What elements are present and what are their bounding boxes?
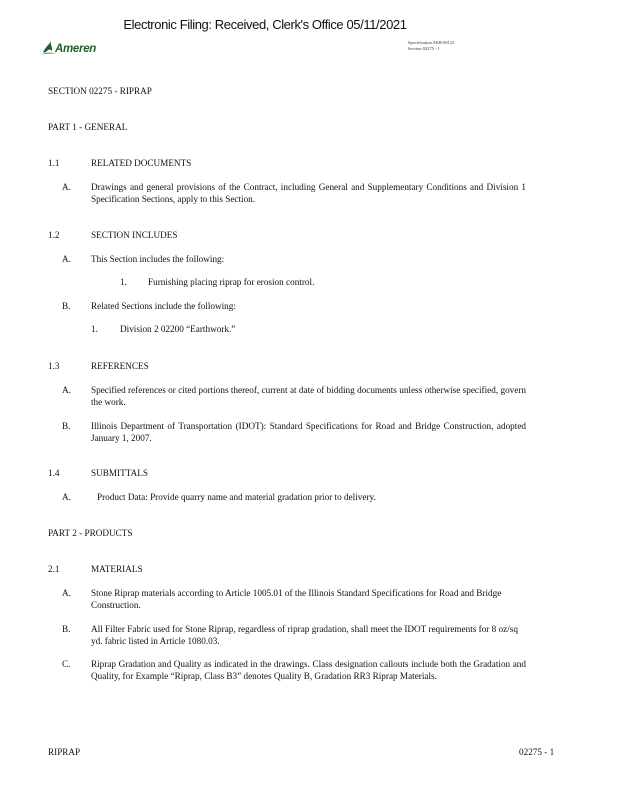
article-1-1-number: 1.1 [48, 158, 60, 168]
para-1-2-a-label: A. [62, 254, 71, 264]
article-1-2-title: SECTION INCLUDES [91, 230, 178, 240]
para-2-1-a: Stone Riprap materials according to Article 1005.01 of the Illinois Standard Specifications for Road and Bridge Construction. [91, 588, 502, 610]
article-2-1-number: 2.1 [48, 564, 60, 574]
para-2-1-b: All Filter Fabric used for Stone Riprap, regardless of riprap gradation, shall meet the IDOT requirements for 8 oz/sq yd. fabric listed in Article 1080.03. [91, 624, 518, 646]
para-1-3-b: Illinois Department of Transportation (IDOT): Standard Specifications for Road and Bridge Construction, adopted January 1, 2007. [91, 421, 526, 443]
item-1-2-a-1: Furnishing placing riprap for erosion control. [148, 277, 315, 287]
filing-stamp: Electronic Filing: Received, Clerk's Office 05/11/2021 [123, 17, 407, 32]
para-1-2-b: Related Sections include the following: [91, 301, 236, 311]
item-1-2-b-1: Division 2 02200 “Earthwork.” [120, 324, 236, 334]
para-1-3-a: Specified references or cited portions thereof, current at date of bidding documents unless otherwise specified, govern the work. [91, 385, 526, 407]
company-logo [40, 38, 120, 60]
item-1-2-b-1-label: 1. [91, 324, 98, 334]
article-1-1-title: RELATED DOCUMENTS [91, 158, 192, 168]
footer-page-number: 02275 - 1 [519, 747, 555, 757]
article-1-3-title: REFERENCES [91, 361, 149, 371]
spec-ref-line-2: Section 02275 - 1 [408, 46, 440, 51]
article-1-4-number: 1.4 [48, 468, 60, 478]
article-1-3-number: 1.3 [48, 361, 60, 371]
article-2-1-title: MATERIALS [91, 564, 143, 574]
para-1-2-a: This Section includes the following: [91, 254, 225, 264]
para-1-2-b-label: B. [62, 301, 71, 311]
para-1-3-a-label: A. [62, 385, 71, 395]
item-1-2-a-1-label: 1. [120, 277, 127, 287]
para-2-1-c-label: C. [62, 659, 71, 669]
para-2-1-a-label: A. [62, 588, 71, 598]
article-1-2-number: 1.2 [48, 230, 60, 240]
para-1-1-a: Drawings and general provisions of the Contract, including General and Supplementary Conditions and Division 1 Specification Sections, apply to this Section. [91, 182, 526, 204]
part-1-heading: PART 1 - GENERAL [48, 122, 128, 132]
article-1-4-title: SUBMITTALS [91, 468, 148, 478]
para-1-4-a: Product Data: Provide quarry name and material gradation prior to delivery. [97, 492, 376, 502]
para-1-4-a-label: A. [62, 492, 71, 502]
para-1-3-b-label: B. [62, 421, 71, 431]
para-1-1-a-label: A. [62, 182, 71, 192]
section-title: SECTION 02275 - RIPRAP [48, 86, 152, 96]
para-2-1-c: Riprap Gradation and Quality as indicated in the drawings. Class designation callouts include both the Gradation and Quality, for Example “Riprap, Class B3” denotes Quality B, Gradation RR3 Riprap Materials. [91, 659, 526, 681]
part-2-heading: PART 2 - PRODUCTS [48, 528, 133, 538]
para-2-1-b-label: B. [62, 624, 71, 634]
spec-reference [408, 40, 454, 52]
spec-ref-line-1: Specification AEB-00123 [408, 40, 455, 45]
logo-wordmark: Ameren [55, 43, 97, 55]
footer-section-name: RIPRAP [48, 747, 81, 757]
